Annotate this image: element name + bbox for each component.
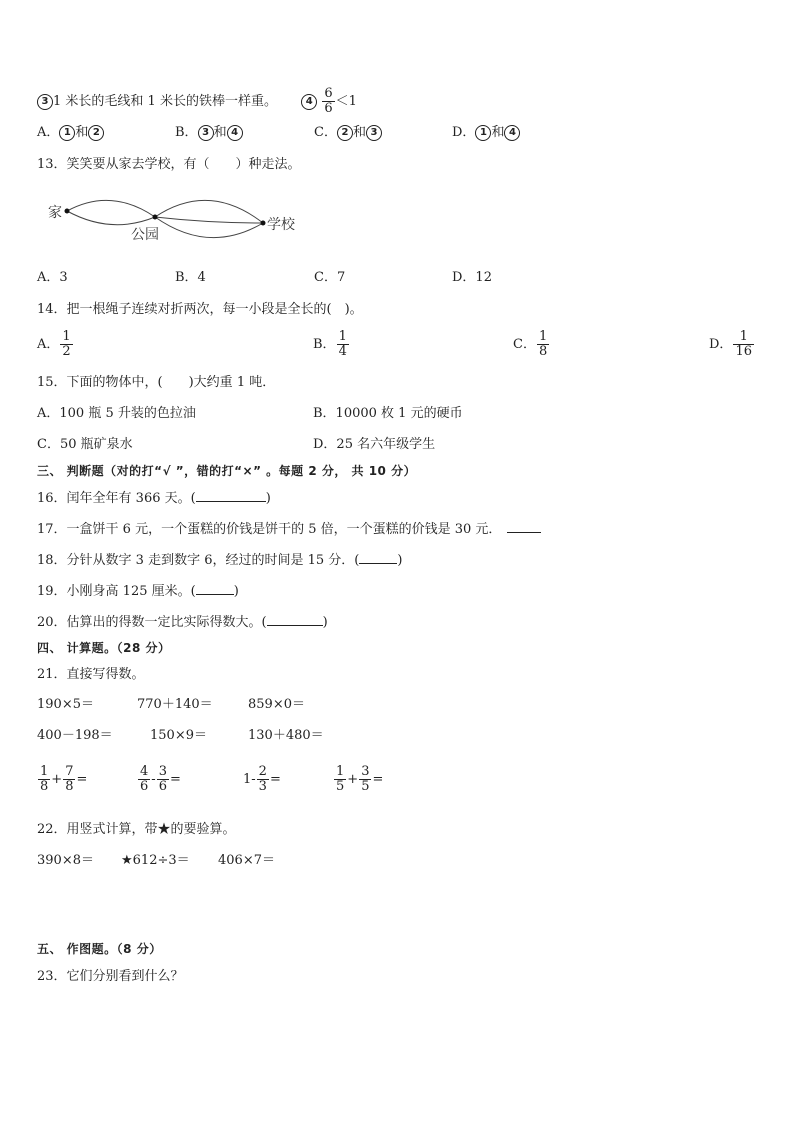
statement-4-fraction: $\frac{6}{6}$ (324, 86, 333, 116)
q21-fraction-item: $\frac{1}{8}$ + $\frac{7}{8}$ = (40, 764, 88, 794)
park-node (153, 215, 158, 220)
q15-option-d[interactable]: D．25 名六年级学生 (313, 437, 436, 452)
q21-text: 21．直接写得数。 (37, 667, 145, 682)
q14-option-c[interactable]: C． $\frac{1}{8}$ (513, 329, 548, 359)
statement-4-marker: 4 (301, 94, 317, 110)
q15-option-a[interactable]: A．100 瓶 5 升装的色拉油 (37, 406, 196, 421)
q20-answer-blank[interactable] (267, 613, 323, 626)
q14-text: 14．把一根绳子连续对折两次，每一小段是全长的( )。 (37, 302, 363, 317)
q15-option-c[interactable]: C．50 瓶矿泉水 (37, 437, 133, 452)
q21-item: 130＋480＝ (248, 728, 324, 743)
q20: 20．估算出的得数一定比实际得数大。( ) (37, 615, 328, 630)
section-5-heading: 五、 作图题。（8 分） (37, 942, 162, 956)
q19: 19．小刚身高 125 厘米。( ) (37, 584, 239, 599)
route-diagram (45, 195, 305, 250)
statement-4-compare: ＜1 (335, 94, 357, 109)
q21-fraction-item: $\frac{1}{5}$ + $\frac{3}{5}$ = (336, 764, 384, 794)
school-node (261, 221, 266, 226)
park-label: 公园 (131, 227, 159, 243)
q14-option-a[interactable]: A． $\frac{1}{2}$ (37, 329, 71, 359)
q15-option-b[interactable]: B．10000 枚 1 元的硬币 (313, 406, 463, 421)
q12-option-c[interactable]: C． 2 和 3 (314, 124, 382, 142)
q14-option-d[interactable]: D． $\frac{1}{16}$ (709, 329, 752, 359)
q17: 17．一盒饼干 6 元，一个蛋糕的价钱是饼干的 5 倍，一个蛋糕的价钱是 30 元． (37, 520, 541, 539)
q15-text: 15．下面的物体中，( )大约重 1 吨． (37, 375, 276, 390)
home-label: 家 (48, 205, 62, 221)
q12-option-d[interactable]: D． 1 和 4 (452, 124, 520, 142)
q22-item: 390×8＝ (37, 853, 94, 868)
statement-3-marker: 3 (37, 94, 53, 110)
q12-option-b[interactable]: B． 3 和 4 (175, 124, 243, 142)
q13-option-a[interactable]: A．3 (37, 270, 68, 285)
q19-answer-blank[interactable] (196, 582, 234, 595)
q21-item: 150×9＝ (150, 728, 207, 743)
q21-fraction-item: $\frac{4}{6}$ - $\frac{3}{6}$ = (140, 764, 181, 794)
q22-text: 22．用竖式计算，带★的要验算。 (37, 822, 236, 837)
statement-3: 1 米长的毛线和 1 米长的铁棒一样重。 (53, 94, 277, 109)
q21-item: 859×0＝ (248, 697, 305, 712)
q21-item: 190×5＝ (37, 697, 94, 712)
q17-answer-blank[interactable] (507, 520, 541, 533)
q13-text: 13．笑笑要从家去学校，有（ ）种走法。 (37, 157, 301, 172)
q13-option-b[interactable]: B．4 (175, 270, 206, 285)
q22-item: ★612÷3＝ (121, 853, 190, 868)
home-node (65, 209, 70, 214)
section-3-heading: 三、 判断题（对的打“√ ”，错的打“×” 。每题 2 分， 共 10 分） (37, 464, 417, 478)
q21-item: 400－198＝ (37, 728, 113, 743)
q13-option-d[interactable]: D．12 (452, 270, 492, 285)
q13-option-c[interactable]: C．7 (314, 270, 346, 285)
q21-fraction-item: 1- $\frac{2}{3}$ = (243, 764, 281, 794)
q23-text: 23．它们分别看到什么？ (37, 969, 184, 984)
q16-answer-blank[interactable] (196, 489, 266, 502)
section-4-heading: 四、 计算题。（28 分） (37, 641, 171, 655)
q18: 18．分针从数字 3 走到数字 6，经过的时间是 15 分．( ) (37, 553, 403, 568)
q16: 16．闰年全年有 366 天。( ) (37, 491, 271, 506)
school-label: 学校 (267, 217, 295, 233)
q12-option-a[interactable]: A． 1 和 2 (37, 124, 104, 142)
q21-item: 770＋140＝ (137, 697, 213, 712)
q18-answer-blank[interactable] (359, 551, 397, 564)
q22-item: 406×7＝ (218, 853, 275, 868)
q14-option-b[interactable]: B． $\frac{1}{4}$ (313, 329, 347, 359)
q12-statements (37, 87, 357, 116)
